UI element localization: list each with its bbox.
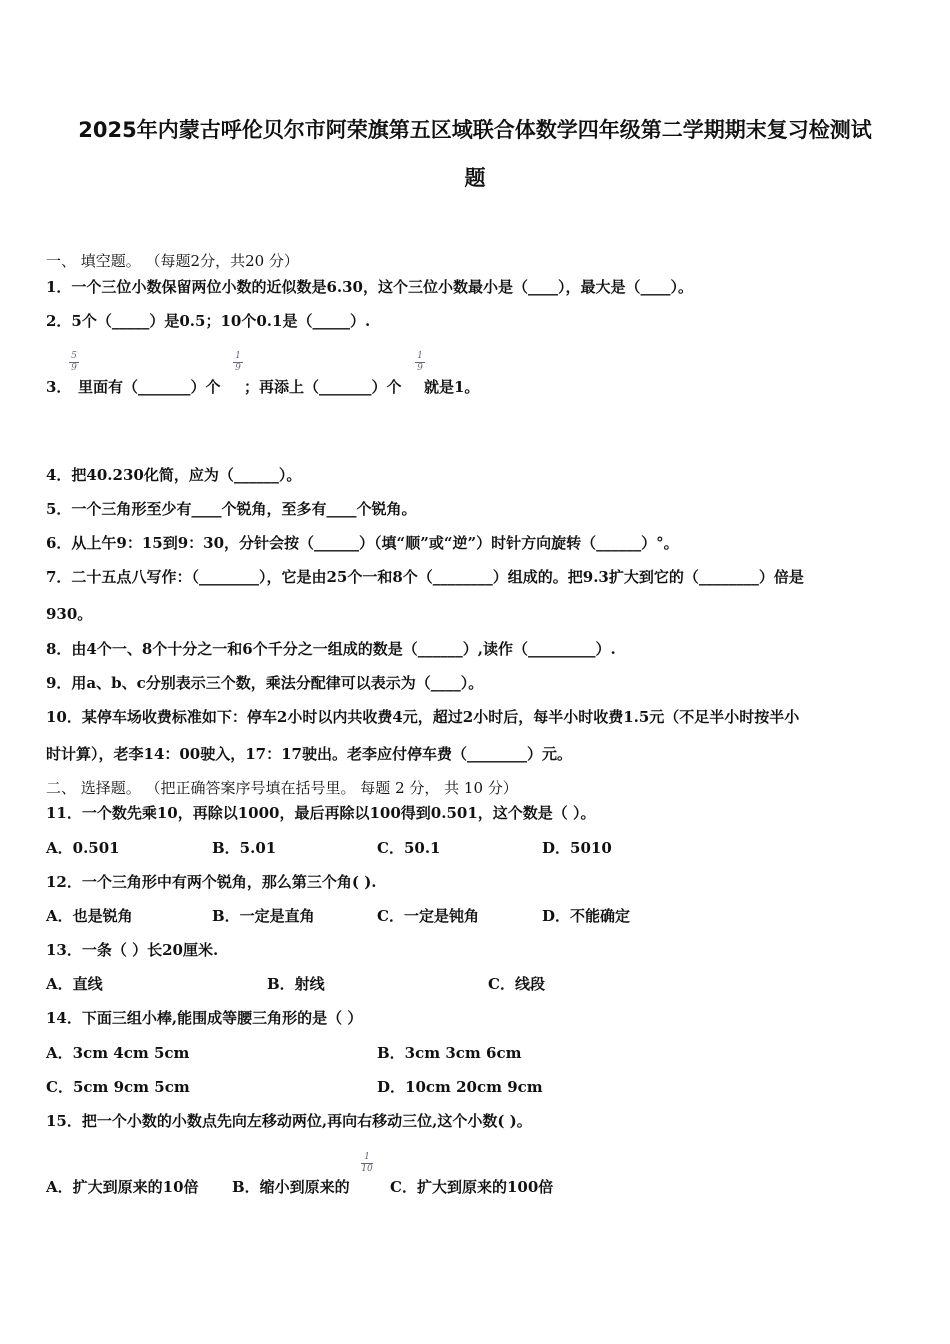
fraction-1-10: [359, 1153, 375, 1174]
question-15: 15．把一个小数的小数点先向左移动两位,再向右移动三位,这个小数( )。: [46, 1112, 532, 1130]
question-15-option-a: A．扩大到原来的10倍: [46, 1178, 199, 1196]
question-14-option-b: B．3cm 3cm 6cm: [377, 1044, 522, 1062]
question-11-option-c: C．50.1: [377, 839, 441, 857]
question-14-option-d: D．10cm 20cm 9cm: [377, 1078, 543, 1096]
question-9: 9．用a、b、c分别表示三个数，乘法分配律可以表示为（____）。: [46, 674, 484, 692]
question-11-option-d: D．5010: [542, 839, 612, 857]
question-2: 2．5个（_____）是0.5；10个0.1是（_____）.: [46, 312, 371, 330]
question-10-line1: 10．某停车场收费标准如下：停车2小时以内共收费4元，超过2小时后，每半小时收费1.5元（不足半小时按半小: [46, 708, 800, 726]
question-13: 13．一条（ ）长20厘米.: [46, 941, 219, 959]
fraction-1-9: [231, 352, 245, 373]
document-title-line1: 2025年内蒙古呼伦贝尔市阿荣旗第五区域联合体数学四年级第二学期期末复习检测试: [78, 118, 872, 142]
fraction-1-9: [413, 352, 427, 373]
question-15-option-c: C．扩大到原来的100倍: [390, 1178, 554, 1196]
question-13-option-a: A．直线: [46, 975, 103, 993]
fraction-denominator: 9: [71, 363, 77, 373]
question-1: 1．一个三位小数保留两位小数的近似数是6.30，这个三位小数最小是（____），最大是（____）。: [46, 278, 693, 296]
document-title-line2: 题: [464, 166, 486, 190]
question-13-option-b: B．射线: [267, 975, 325, 993]
question-14: 14．下面三组小棒,能围成等腰三角形的是（ ）: [46, 1009, 363, 1027]
question-7-line2: 930。: [46, 605, 93, 623]
question-10-line2: 时计算），老李14：00驶入，17：17驶出。老李应付停车费（________）元。: [46, 745, 572, 763]
fraction-5-9: [67, 352, 81, 373]
question-11-option-a: A．0.501: [46, 839, 120, 857]
question-15-option-b: B．缩小到原来的: [232, 1178, 350, 1196]
question-12-option-b: B．一定是直角: [212, 907, 315, 925]
question-5: 5．一个三角形至少有____个锐角，至多有____个锐角。: [46, 500, 417, 518]
question-3-number: 3．: [46, 378, 72, 396]
section-heading-fill-in: 一、 填空题。 （每题2分，共20 分）: [46, 252, 299, 270]
question-8: 8．由4个一、8个十分之一和6个千分之一组成的数是（______）,读作（_________）.: [46, 640, 616, 658]
question-12-option-a: A．也是锐角: [46, 907, 133, 925]
fraction-numerator: 5: [71, 351, 77, 361]
fraction-denominator: 10: [361, 1164, 373, 1174]
fraction-denominator: 9: [235, 363, 241, 373]
fraction-numerator: 1: [417, 351, 423, 361]
question-12-option-d: D．不能确定: [542, 907, 631, 925]
question-14-option-c: C．5cm 9cm 5cm: [46, 1078, 190, 1096]
question-3-part2: ；再添上（_______）个: [244, 378, 402, 396]
section-heading-multiple-choice: 二、 选择题。 （把正确答案序号填在括号里。 每题 2 分， 共 10 分）: [46, 779, 518, 797]
question-11-option-b: B．5.01: [212, 839, 277, 857]
fraction-numerator: 1: [364, 1152, 370, 1162]
question-3-part1: 里面有（_______）个: [78, 378, 221, 396]
fraction-numerator: 1: [235, 351, 241, 361]
question-6: 6．从上午9：15到9：30，分针会按（______）（填“顺”或“逆”）时针方向旋转（______）°。: [46, 534, 679, 552]
question-11: 11．一个数先乘10，再除以1000，最后再除以100得到0.501，这个数是（ ）。: [46, 804, 596, 822]
fraction-denominator: 9: [417, 363, 423, 373]
question-3-part3: 就是1。: [424, 378, 480, 396]
question-4: 4．把40.230化简，应为（______）。: [46, 466, 302, 484]
question-12: 12．一个三角形中有两个锐角，那么第三个角( ).: [46, 873, 377, 891]
question-13-option-c: C．线段: [488, 975, 545, 993]
question-12-option-c: C．一定是钝角: [377, 907, 479, 925]
question-7-line1: 7．二十五点八写作：（________），它是由25个一和8个（________）组成的。把9.3扩大到它的（________）倍是: [46, 568, 804, 586]
question-14-option-a: A．3cm 4cm 5cm: [46, 1044, 190, 1062]
